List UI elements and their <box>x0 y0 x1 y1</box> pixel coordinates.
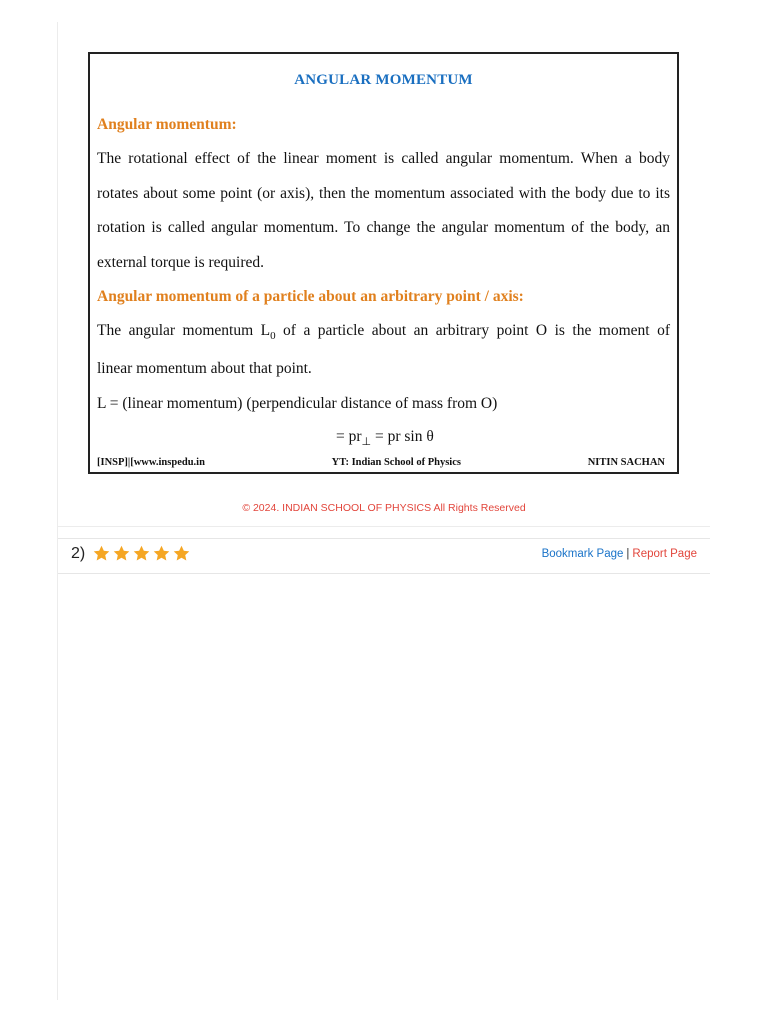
paragraph-line: The rotational effect of the linear moment is called angular momentum. When a body <box>97 150 670 167</box>
page-actions <box>542 548 697 560</box>
formula <box>336 428 434 448</box>
paragraph-line: rotates about some point (or axis), then the momentum associated with the body due to its <box>97 185 670 202</box>
star-icon[interactable] <box>112 544 131 563</box>
paragraph-line-with-subscript <box>97 322 670 342</box>
formula-suffix: = pr sin θ <box>371 428 434 445</box>
footer-right: NITIN SACHAN <box>587 457 665 468</box>
footer-left: [INSP]|[www.inspedu.in <box>97 457 205 468</box>
star-icon[interactable] <box>172 544 191 563</box>
paragraph-line: linear momentum about that point. <box>97 360 312 377</box>
formula-prefix: = pr <box>336 428 362 445</box>
document-page-image <box>88 52 679 474</box>
subscript: 0 <box>270 330 276 343</box>
footer-center: YT: Indian School of Physics <box>331 457 461 468</box>
link-separator: | <box>626 548 630 560</box>
text-fragment: The angular momentum L <box>97 322 271 339</box>
copyright-notice: © 2024. INDIAN SCHOOL OF PHYSICS All Rights Reserved <box>242 502 526 514</box>
bookmark-page-link[interactable]: Bookmark Page <box>541 548 624 560</box>
page-toolbar <box>58 538 710 574</box>
section-heading-angular-momentum: Angular momentum: <box>97 116 237 133</box>
rating-stars[interactable] <box>92 544 191 563</box>
document-footer <box>97 457 665 468</box>
paragraph-line: external torque is required. <box>97 254 264 271</box>
star-icon[interactable] <box>132 544 151 563</box>
star-icon[interactable] <box>152 544 171 563</box>
equation-line: L = (linear momentum) (perpendicular distance of mass from O) <box>97 395 498 412</box>
page-number: 2) <box>71 545 86 562</box>
star-icon[interactable] <box>92 544 111 563</box>
document-title: ANGULAR MOMENTUM <box>294 72 473 88</box>
formula-subscript: ⊥ <box>361 436 372 449</box>
paragraph-line: rotation is called angular momentum. To change the angular momentum of the body, an <box>97 219 670 236</box>
text-fragment: of a particle about an arbitrary point O is the moment of <box>275 322 670 339</box>
report-page-link[interactable]: Report Page <box>632 548 697 560</box>
section-heading-arbitrary-point: Angular momentum of a particle about an arbitrary point / axis: <box>97 288 524 305</box>
